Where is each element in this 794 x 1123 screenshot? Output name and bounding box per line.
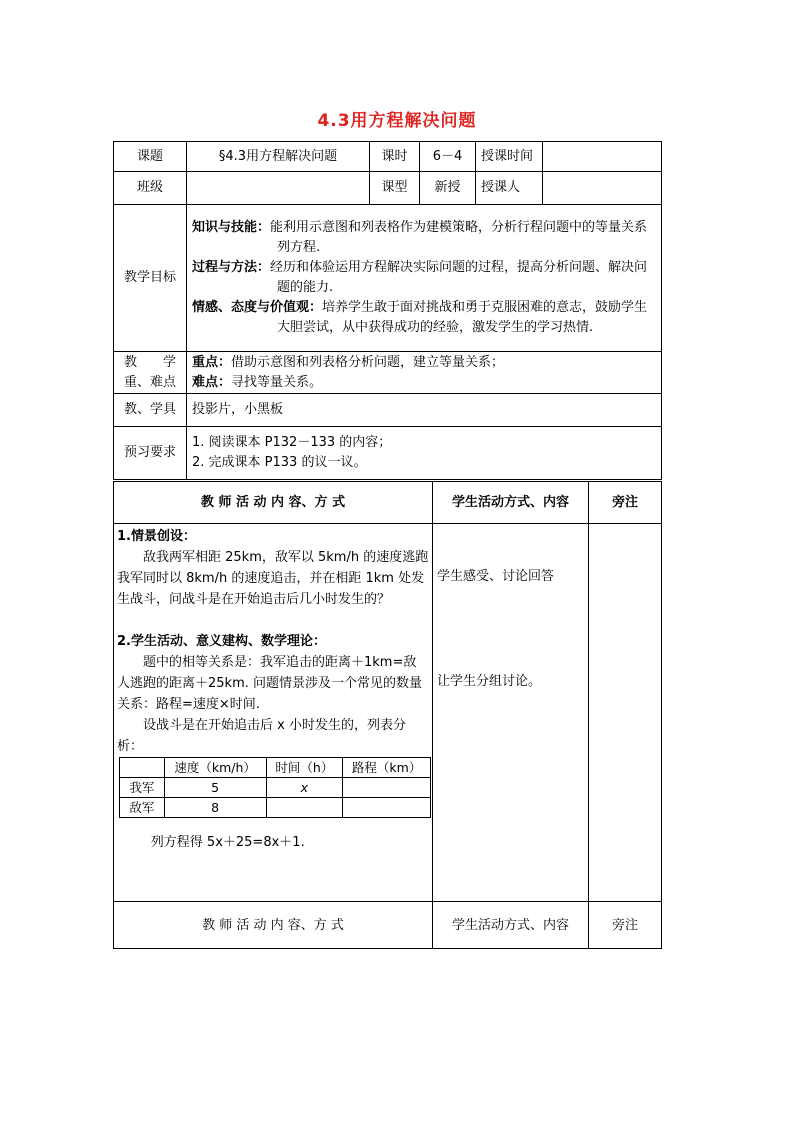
tools-label: 教、学具 xyxy=(114,394,187,427)
student-activity-content xyxy=(433,524,589,902)
section1-student: 学生感受、讨论回答 xyxy=(437,569,555,584)
teacher-activity-header: 教 师 活 动 内 容、方 式 xyxy=(114,482,433,524)
analysis-cell xyxy=(343,778,431,798)
objectives-content xyxy=(187,205,662,352)
student-activity-header: 学生活动方式、内容 xyxy=(433,482,589,524)
teacher-value xyxy=(543,172,662,205)
notes-header: 旁注 xyxy=(589,482,662,524)
analysis-cell: 我军 xyxy=(120,778,165,798)
objective-knowledge-text: 能利用示意图和列表格作为建模策略，分析行程问题中的等量关系列方程. xyxy=(270,220,648,255)
objective-knowledge xyxy=(192,218,656,258)
difficult-point xyxy=(192,373,656,393)
analysis-cell: 敌军 xyxy=(120,798,165,818)
preview-item: 1. 阅读课本 P132－133 的内容； xyxy=(192,435,392,450)
teacher-activity-header-2: 教 师 活 动 内 容、方 式 xyxy=(114,902,433,949)
class-value xyxy=(187,172,370,205)
keypoints-label-line1: 教 学 xyxy=(123,354,176,370)
period-value: 6－4 xyxy=(420,142,476,172)
analysis-cell: 8 xyxy=(164,798,266,818)
notes-content xyxy=(589,524,662,902)
analysis-table xyxy=(119,757,431,818)
objectives-label: 教学目标 xyxy=(114,205,187,352)
analysis-header-cell xyxy=(120,758,165,778)
teacher-activity-content xyxy=(114,524,433,902)
analysis-cell: 5 xyxy=(164,778,266,798)
lesson-value: §4.3用方程解决问题 xyxy=(187,142,370,172)
objective-process-text: 经历和体验运用方程解决实际问题的过程，提高分析问题、解决问题的能力. xyxy=(270,260,648,295)
class-label: 班级 xyxy=(114,172,187,205)
keypoints-content xyxy=(187,352,662,394)
section1-heading: 1.情景创设： xyxy=(117,529,196,544)
lesson-info-table xyxy=(113,141,662,480)
objective-process-title: 过程与方法： xyxy=(192,260,271,275)
preview-label: 预习要求 xyxy=(114,427,187,480)
page-title: 4.3用方程解决问题 xyxy=(317,111,477,131)
preview-item: 2. 完成课本 P133 的议一议。 xyxy=(192,455,367,470)
analysis-header-cell: 时间（h） xyxy=(266,758,343,778)
time-label: 授课时间 xyxy=(476,142,543,172)
key-point-title: 重点： xyxy=(192,354,232,370)
period-label: 课时 xyxy=(370,142,420,172)
activity-table xyxy=(113,481,662,949)
objective-attitude xyxy=(192,298,656,338)
objective-process xyxy=(192,258,656,298)
time-value xyxy=(543,142,662,172)
objective-knowledge-title: 知识与技能： xyxy=(192,220,271,235)
preview-content xyxy=(187,427,662,480)
section2-text1: 题中的相等关系是：我军追击的距离＋1km=敌人逃跑的距离＋25km. 问题情景涉及一个常见的数量关系：路程=速度×时间. xyxy=(117,655,422,712)
difficult-point-text: 寻找等量关系。 xyxy=(231,374,323,390)
key-point-text: 借助示意图和列表格分析问题，建立等量关系； xyxy=(231,354,505,370)
type-value: 新授 xyxy=(420,172,476,205)
key-point xyxy=(192,353,656,373)
notes-header-2: 旁注 xyxy=(589,902,662,949)
keypoints-label xyxy=(114,352,187,394)
keypoints-label-line2: 重、难点 xyxy=(123,374,176,390)
analysis-cell: x xyxy=(266,778,343,798)
section2-text2: 设战斗是在开始追击后 x 小时发生的，列表分析： xyxy=(117,718,406,754)
tools-value: 投影片，小黑板 xyxy=(187,394,662,427)
difficult-point-title: 难点： xyxy=(192,374,232,390)
objective-attitude-text: 培养学生敢于面对挑战和勇于克服困难的意志，鼓励学生大胆尝试，从中获得成功的经验，激发学生的学习热情. xyxy=(277,300,648,335)
analysis-cell xyxy=(266,798,343,818)
section1-text: 敌我两军相距 25km，敌军以 5km/h 的速度逃跑我军同时以 8km/h 的速度追击，并在相距 1km 处发生战斗，问战斗是在开始追击后几小时发生的？ xyxy=(117,550,429,607)
lesson-label: 课题 xyxy=(114,142,187,172)
analysis-header-cell: 速度（km/h） xyxy=(164,758,266,778)
teacher-label: 授课人 xyxy=(476,172,543,205)
analysis-header-cell: 路程（km） xyxy=(343,758,431,778)
student-activity-header-2: 学生活动方式、内容 xyxy=(433,902,589,949)
section2-heading: 2.学生活动、意义建构、数学理论： xyxy=(117,634,326,649)
type-label: 课型 xyxy=(370,172,420,205)
analysis-cell xyxy=(343,798,431,818)
section2-student: 让学生分组讨论。 xyxy=(437,674,542,689)
equation: 列方程得 5x＋25=8x＋1. xyxy=(150,835,305,850)
objective-attitude-title: 情感、态度与价值观： xyxy=(192,300,323,315)
